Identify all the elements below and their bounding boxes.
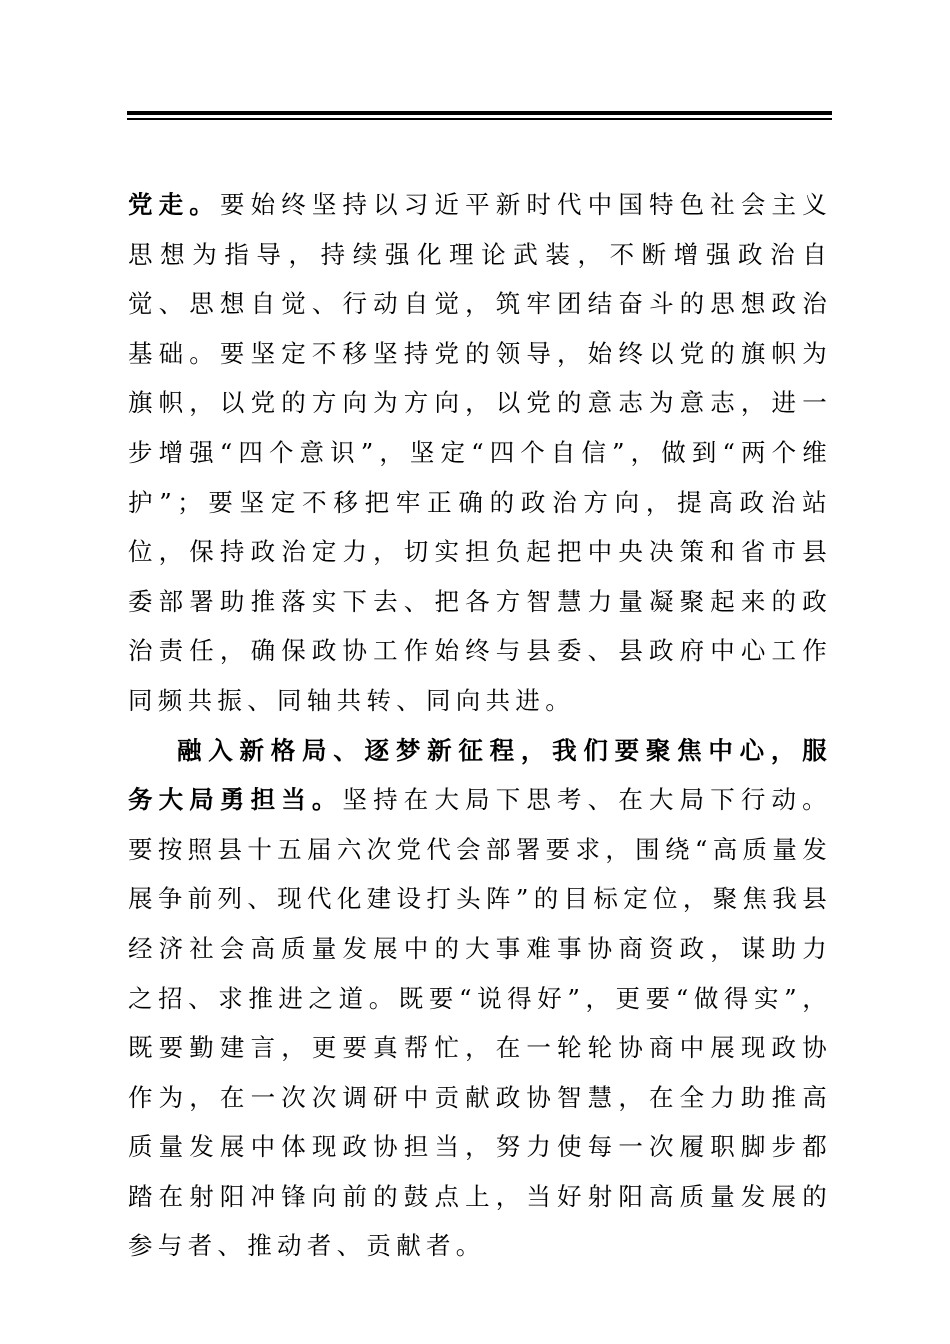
paragraph-heading-bold: 融入新格局、逐梦新征程，我们要聚焦中心，服务大局勇担当。: [128, 735, 832, 815]
paragraph-text: 坚持在大局下思考、在大局下行动。要按照县十五届六次党代会部署要求，围绕“高质量发展争前列、现代化建设打头阵”的目标定位，聚焦我县经济社会高质量发展中的大事难事协商资政，谋助力之招、求推进之道。既要“说得好”，更要“做得实”，既要勤建言，更要真帮忙，在一轮轮协商中展现政协作为，在一次次调研中贡献政协智慧，在全力助推高质量发展中体现政协担当，努力使每一次履职脚步都踏在射阳冲锋向前的鼓点上，当好射阳高质量发展的参与者、推动者、贡献者。: [128, 785, 832, 1261]
document-body: [128, 180, 832, 1271]
paragraph-lead-bold: 党走。: [128, 190, 220, 219]
paragraph-text: 要始终坚持以习近平新时代中国特色社会主义思想为指导，持续强化理论武装，不断增强政治自觉、思想自觉、行动自觉，筑牢团结奋斗的思想政治基础。要坚定不移坚持党的领导，始终以党的旗帜为旗帜，以党的方向为方向，以党的意志为意志，进一步增强“四个意识”，坚定“四个自信”，做到“两个维护”；要坚定不移把牢正确的政治方向，提高政治站位，保持政治定力，切实担负起把中央决策和省市县委部署助推落实下去、把各方智慧力量凝聚起来的政治责任，确保政协工作始终与县委、县政府中心工作同频共振、同轴共转、同向共进。: [128, 190, 832, 715]
header-double-rule: [127, 111, 832, 121]
paragraph-continued: [128, 180, 832, 726]
paragraph-serve-overall: [128, 726, 832, 1272]
header-rule-thin-line: [127, 118, 832, 120]
header-rule-thick-line: [127, 111, 832, 115]
